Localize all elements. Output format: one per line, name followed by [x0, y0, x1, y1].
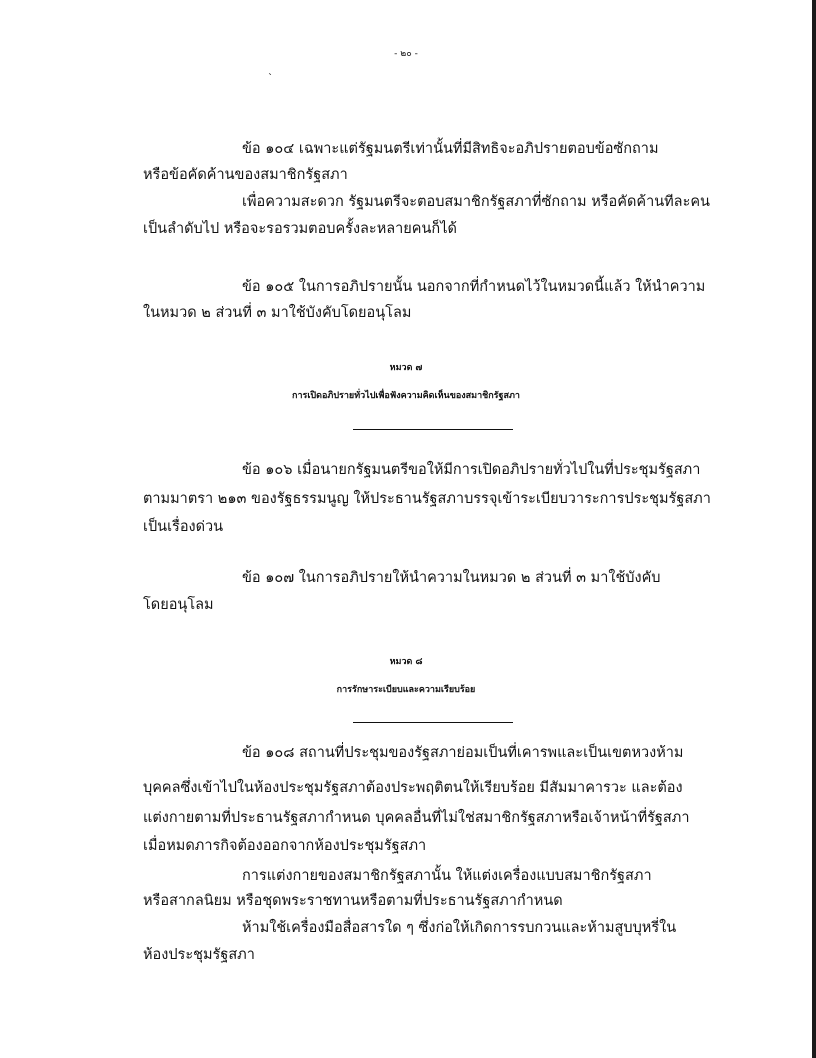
section-108-line-1: ข้อ ๑๐๘ สถานที่ประชุมของรัฐสภาย่อมเป็นที่เคารพและเป็นเขตหวงห้าม	[242, 745, 684, 761]
section-108-line-8: ห้องประชุมรัฐสภา	[143, 947, 255, 963]
section-105-line-2: ในหมวด ๒ ส่วนที่ ๓ มาใช้บังคับโดยอนุโลม	[143, 305, 412, 321]
chapter-8-divider	[353, 722, 513, 723]
section-108-line-5: การแต่งกายของสมาชิกรัฐสภานั้น ให้แต่งเครื่องแบบสมาชิกรัฐสภา	[242, 868, 652, 884]
section-104-line-1: ข้อ ๑๐๔ เฉพาะแต่รัฐมนตรีเท่านั้นที่มีสิทธิจะอภิปรายตอบข้อซักถาม	[242, 141, 659, 157]
section-108-line-6: หรือสากลนิยม หรือชุดพระราชทานหรือตามที่ประธานรัฐสภากำหนด	[143, 893, 563, 909]
chapter-7-subtitle: การเปิดอภิปรายทั่วไปเพื่อฟังความคิดเห็นของสมาชิกรัฐสภา	[292, 391, 520, 401]
chapter-8-subtitle: การรักษาระเบียบและความเรียบร้อย	[336, 685, 476, 695]
chapter-7-title: หมวด ๗	[389, 363, 423, 373]
section-104-line-2: หรือข้อคัดค้านของสมาชิกรัฐสภา	[143, 167, 348, 183]
scan-speck: `	[268, 73, 273, 84]
chapter-7-divider	[353, 429, 513, 430]
page-number: - ๒๐ -	[394, 49, 418, 59]
section-106-line-2: ตามมาตรา ๒๑๓ ของรัฐธรรมนูญ ให้ประธานรัฐสภาบรรจุเข้าระเบียบวาระการประชุมรัฐสภา	[143, 491, 711, 507]
chapter-8-title: หมวด ๘	[389, 657, 423, 667]
section-107-line-1: ข้อ ๑๐๗ ในการอภิปรายให้นำความในหมวด ๒ ส่วนที่ ๓ มาใช้บังคับ	[242, 570, 661, 586]
section-106-line-1: ข้อ ๑๐๖ เมื่อนายกรัฐมนตรีขอให้มีการเปิดอภิปรายทั่วไปในที่ประชุมรัฐสภา	[242, 462, 701, 478]
section-108-line-2: บุคคลซึ่งเข้าไปในห้องประชุมรัฐสภาต้องประพฤติตนให้เรียบร้อย มีสัมมาคารวะ และต้อง	[143, 780, 683, 796]
section-104-line-4: เป็นลำดับไป หรือจะรอรวมตอบครั้งละหลายคนก็ได้	[143, 221, 457, 237]
section-108-line-7: ห้ามใช้เครื่องมือสื่อสารใด ๆ ซึ่งก่อให้เกิดการรบกวนและห้ามสูบบุหรี่ใน	[242, 920, 677, 936]
section-105-line-1: ข้อ ๑๐๕ ในการอภิปรายนั้น นอกจากที่กำหนดไว้ในหมวดนี้แล้ว ให้นำความ	[242, 279, 706, 295]
section-104-line-3: เพื่อความสะดวก รัฐมนตรีจะตอบสมาชิกรัฐสภาที่ซักถาม หรือคัดค้านทีละคน	[242, 194, 710, 210]
section-108-line-3: แต่งกายตามที่ประธานรัฐสภากำหนด บุคคลอื่นที่ไม่ใช่สมาชิกรัฐสภาหรือเจ้าหน้าที่รัฐสภา	[143, 810, 690, 826]
section-106-line-3: เป็นเรื่องด่วน	[143, 519, 224, 535]
section-107-line-2: โดยอนุโลม	[143, 597, 214, 613]
section-108-line-4: เมื่อหมดภารกิจต้องออกจากห้องประชุมรัฐสภา	[143, 838, 427, 854]
